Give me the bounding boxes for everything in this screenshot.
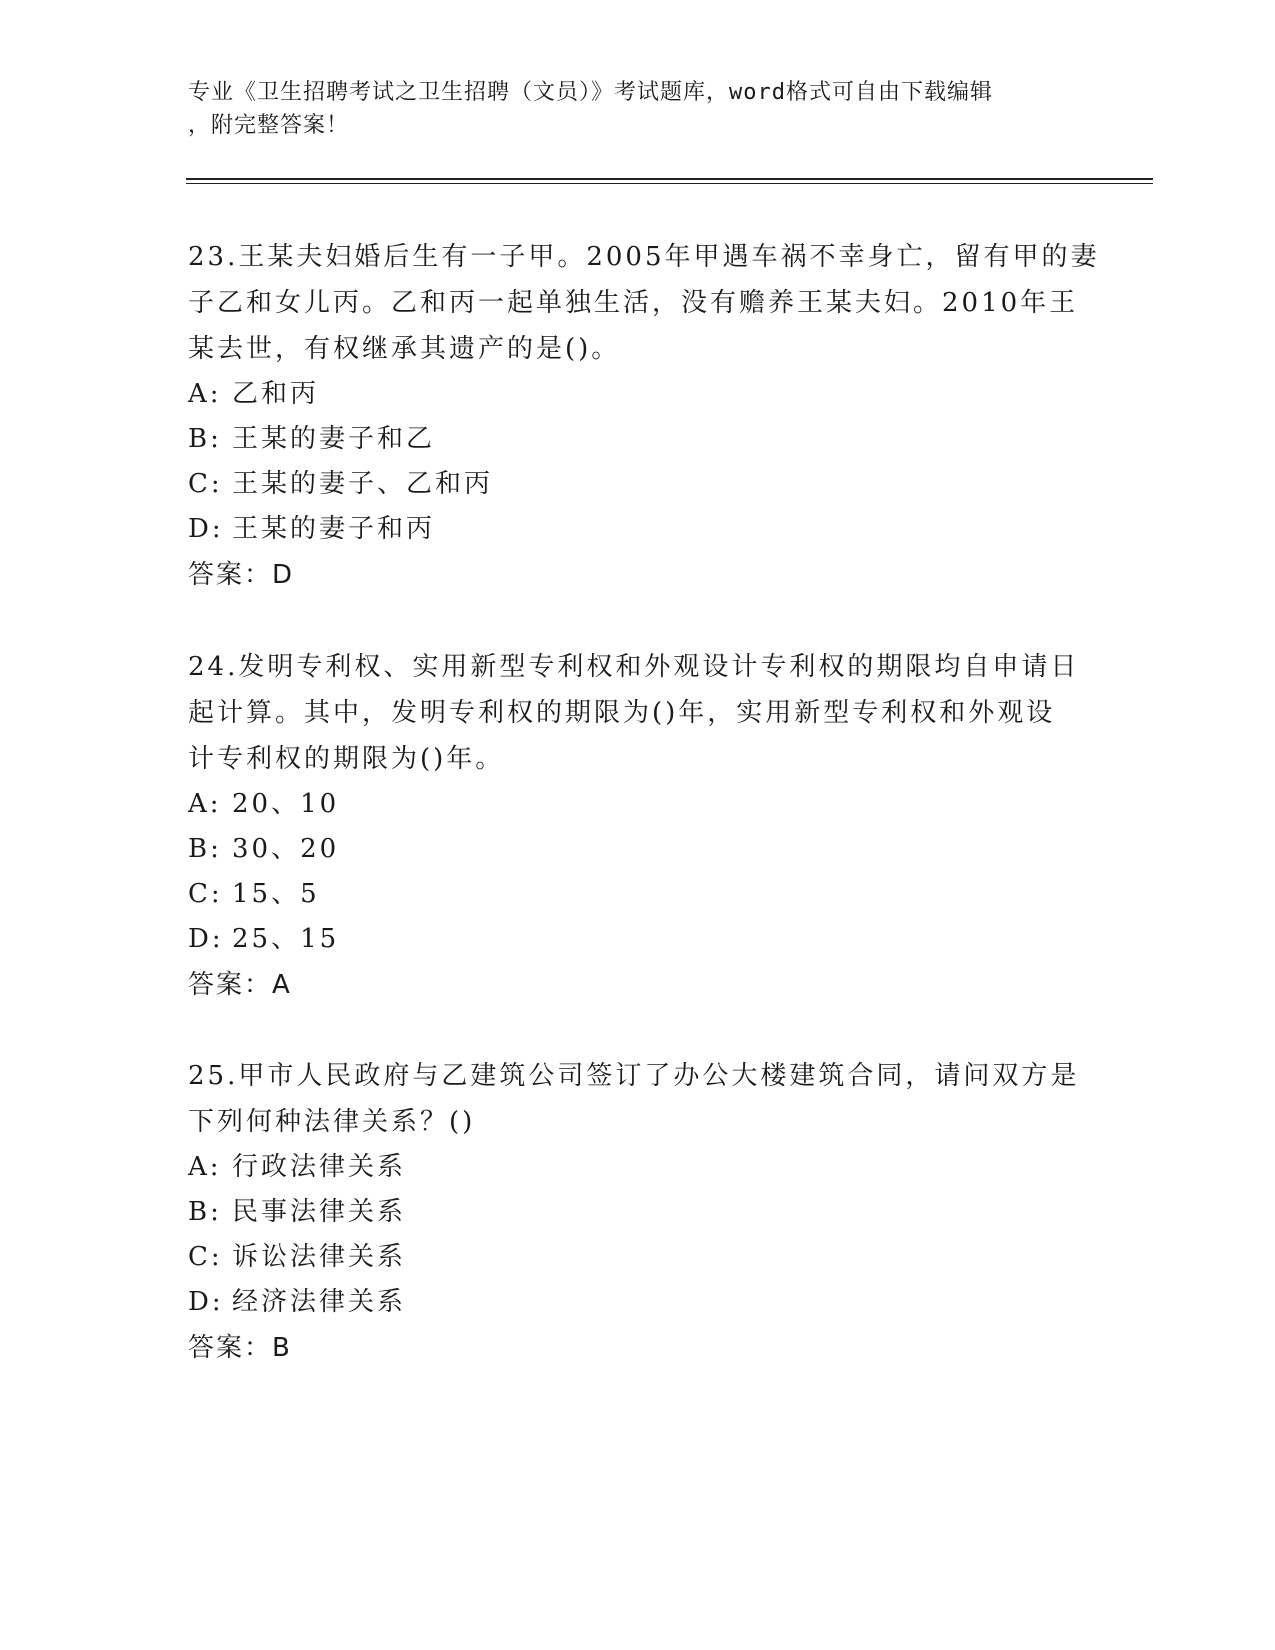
option-b [188,417,1088,462]
question-text-line: 24.发明专利权、实用新型专利权和外观设计专利权的期限均自申请日 [188,652,1080,682]
option-text: 诉讼法律关系 [232,1242,407,1272]
header-title-line-1: 专业《卫生招聘考试之卫生招聘（文员）》考试题库，word格式可自由下载编辑 [188,80,993,105]
question-24 [188,644,1088,1008]
option-letter: D: [188,1287,224,1317]
header-divider-thin [186,183,1153,184]
option-a [188,1145,1088,1190]
option-c [188,462,1088,507]
option-letter: C: [188,469,223,499]
question-25 [188,1053,1088,1371]
option-letter: B: [188,834,222,864]
option-letter: B: [188,1197,222,1227]
option-c [188,1235,1088,1280]
option-text: 行政法律关系 [232,1152,407,1182]
option-text: 30、20 [232,834,340,864]
option-letter: C: [188,879,223,909]
option-letter: A: [188,789,222,819]
option-letter: D: [188,514,224,544]
option-letter: C: [188,1242,223,1272]
option-text: 乙和丙 [232,379,320,409]
option-a [188,372,1088,417]
question-text-line: 计专利权的期限为()年。 [188,744,505,774]
question-text-line: 某去世，有权继承其遗产的是()。 [188,334,621,364]
question-text-line: 子乙和女儿丙。乙和丙一起单独生活，没有赡养王某夫妇。2010年王 [188,288,1079,318]
option-c [188,872,1088,917]
option-letter: A: [188,1152,222,1182]
question-23 [188,234,1100,598]
header-divider-thick [186,178,1153,180]
answer-line: 答案：B [188,1333,292,1363]
question-text-line: 23.王某夫妇婚后生有一子甲。2005年甲遇车祸不幸身亡，留有甲的妻 [188,242,1100,272]
answer-line: 答案：A [188,970,292,1000]
header-title-line-2: ，附完整答案！ [188,113,350,138]
option-letter: A: [188,379,222,409]
question-text-line: 25.甲市人民政府与乙建筑公司签订了办公大楼建筑合同，请问双方是 [188,1061,1080,1091]
question-text-line: 下列何种法律关系？() [188,1107,476,1137]
option-d [188,917,1088,962]
option-letter: D: [188,924,224,954]
option-b [188,827,1088,872]
option-text: 15、5 [232,879,320,909]
option-text: 20、10 [232,789,340,819]
option-text: 民事法律关系 [232,1197,407,1227]
question-text-line: 起计算。其中，发明专利权的期限为()年，实用新型专利权和外观设 [188,698,1056,728]
option-text: 王某的妻子、乙和丙 [232,469,494,499]
option-d [188,1280,1088,1325]
answer-line: 答案：D [188,560,295,590]
option-text: 经济法律关系 [232,1287,407,1317]
option-text: 王某的妻子和乙 [232,424,436,454]
option-text: 王某的妻子和丙 [232,514,436,544]
document-header [188,76,1088,142]
option-a [188,782,1088,827]
option-letter: B: [188,424,222,454]
option-b [188,1190,1088,1235]
option-d [188,507,1088,552]
option-text: 25、15 [232,924,340,954]
